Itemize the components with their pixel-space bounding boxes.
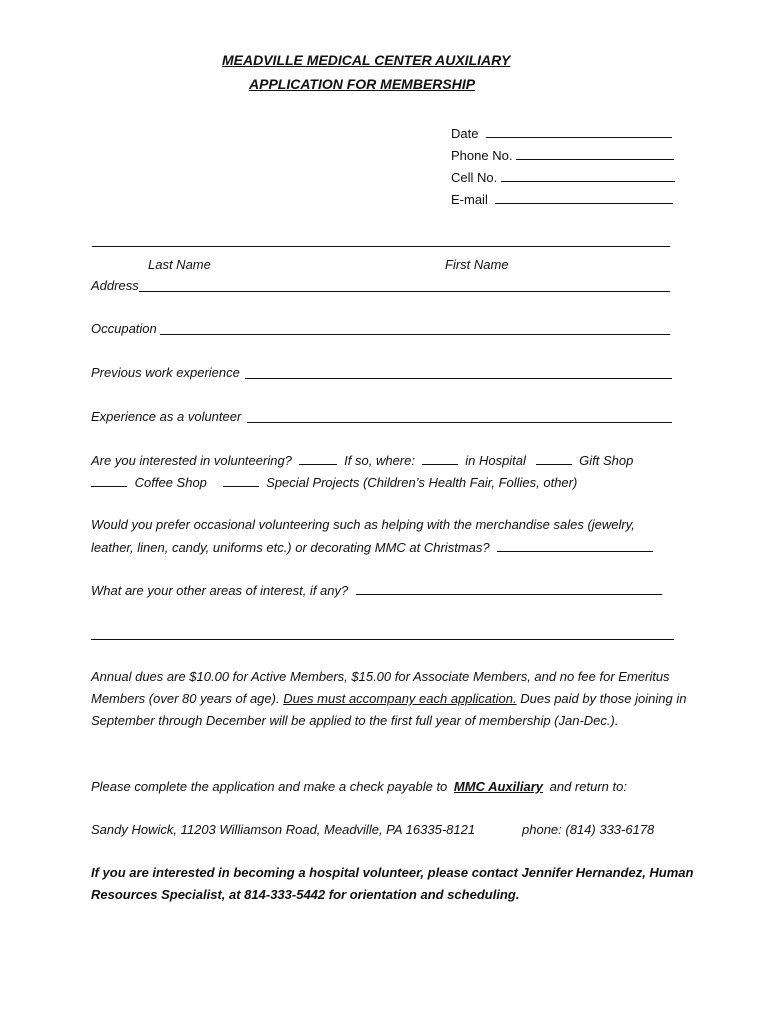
return-phone: phone: (814) 333-6178	[522, 822, 655, 837]
dues-requirement: Dues must accompany each application.	[283, 691, 517, 706]
interests-line-2[interactable]	[91, 639, 674, 640]
previous-work-label: Previous work experience	[91, 365, 240, 380]
gift-shop-blank[interactable]	[536, 452, 572, 465]
email-label: E-mail	[451, 192, 488, 207]
dues-text-1: Annual dues are $10.00 for Active Members, $15.00 for Associate Members, and no fee for Emeritus Members (over 80 years of age).	[91, 669, 670, 706]
hospital-blank[interactable]	[422, 452, 458, 465]
phone-field	[451, 147, 674, 164]
interests-blank[interactable]	[356, 582, 662, 595]
payee-name: MMC Auxiliary	[453, 779, 543, 794]
cell-label: Cell No.	[451, 170, 498, 185]
interests-row	[91, 582, 662, 599]
date-field	[451, 125, 672, 142]
volunteer-question-row1	[91, 452, 633, 469]
volunteer-exp-label: Experience as a volunteer	[91, 409, 242, 424]
address-label: Address	[91, 278, 139, 293]
dues-paragraph	[91, 666, 703, 732]
volunteer-yes-blank[interactable]	[299, 452, 337, 465]
previous-work-line[interactable]	[245, 378, 672, 379]
form-title: MEADVILLE MEDICAL CENTER AUXILIARY	[222, 52, 511, 68]
volunteer-contact-note: If you are interested in becoming a hospital volunteer, please contact Jennifer Hernandez, Human Resources Specialist, at 814-333-5442 for orientation and scheduling.	[91, 865, 694, 902]
volunteer-question: Are you interested in volunteering?	[91, 453, 292, 468]
coffee-shop-blank[interactable]	[91, 474, 127, 487]
return-address: Sandy Howick, 11203 Williamson Road, Meadville, PA 16335-8121	[91, 822, 476, 837]
cell-blank[interactable]	[501, 169, 675, 182]
address-line[interactable]	[139, 291, 670, 292]
last-name-label: Last Name	[148, 257, 211, 272]
volunteer-where-label: If so, where:	[344, 453, 415, 468]
email-blank[interactable]	[495, 191, 673, 204]
gift-shop-option: Gift Shop	[579, 453, 634, 468]
phone-label: Phone No.	[451, 148, 513, 163]
special-projects-blank[interactable]	[223, 474, 259, 487]
coffee-shop-option: Coffee Shop	[134, 475, 207, 490]
payment-text-after: and return to:	[549, 779, 627, 794]
date-blank[interactable]	[486, 125, 672, 138]
special-projects-option: Special Projects (Children’s Health Fair, Follies, other)	[266, 475, 578, 490]
volunteer-exp-line[interactable]	[247, 422, 672, 423]
occupation-line[interactable]	[160, 334, 670, 335]
dues-text-2: Dues paid by those joining in September through December will be applied to the first full year of membership (Jan-Dec.).	[91, 691, 687, 728]
occasional-line2: leather, linen, candy, uniforms etc.) or decorating MMC at Christmas?	[91, 540, 490, 555]
occasional-blank[interactable]	[497, 539, 653, 552]
occasional-line1: Would you prefer occasional volunteering such as helping with the merchandise sales (jewelry,	[91, 517, 635, 532]
name-line[interactable]	[92, 246, 670, 247]
payment-text-before: Please complete the application and make a check payable to	[91, 779, 448, 794]
email-field	[451, 191, 673, 208]
phone-blank[interactable]	[516, 147, 674, 160]
payment-instructions	[91, 779, 627, 795]
interests-label: What are your other areas of interest, if any?	[91, 583, 349, 598]
first-name-label: First Name	[445, 257, 509, 272]
form-subtitle: APPLICATION FOR MEMBERSHIP	[249, 76, 476, 92]
occasional-line2-row	[91, 539, 653, 556]
occupation-label: Occupation	[91, 321, 157, 336]
cell-field	[451, 169, 675, 186]
hospital-option: in Hospital	[465, 453, 526, 468]
date-label: Date	[451, 126, 479, 141]
volunteer-question-row2	[91, 474, 577, 491]
